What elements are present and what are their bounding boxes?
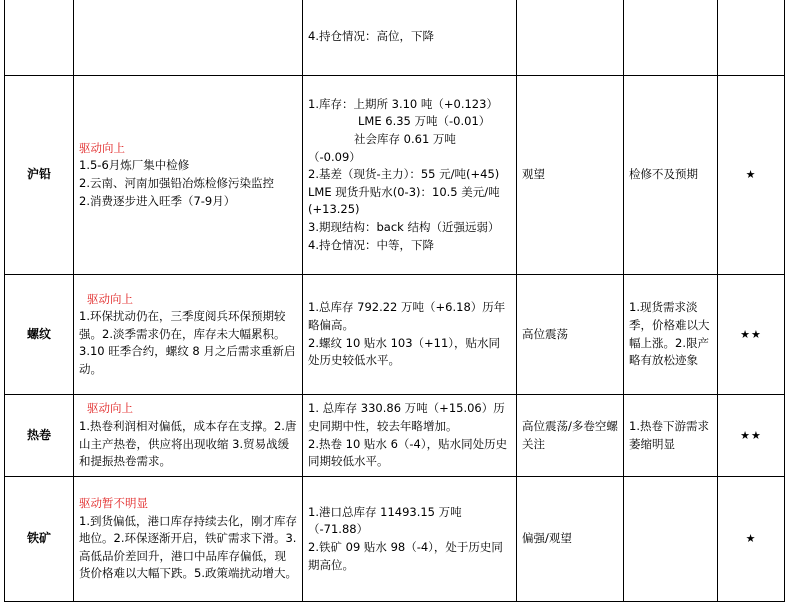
fundamentals-cell [303, 275, 517, 395]
driver-title: 驱动向上 [79, 140, 125, 155]
fundamentals-line: 1.总库存 792.22 万吨（+6.18）历年略偏高。 [308, 300, 506, 332]
commodity-name: 沪铅 [5, 76, 74, 275]
driver-cell [74, 0, 303, 76]
commodity-name: 螺纹 [5, 275, 74, 395]
driver-cell [74, 76, 303, 275]
driver-title: 驱动暂不明显 [79, 496, 148, 511]
driver-line: 1.5-6月炼厂集中检修 [79, 158, 190, 173]
risk-cell [624, 0, 718, 76]
commodity-name: 铁矿 [5, 477, 74, 602]
table-row [5, 275, 785, 395]
rating-stars: ★★ [718, 395, 785, 477]
fundamentals-line: 社会库存 0.61 万吨 [354, 132, 456, 147]
fundamentals-line: 1. 总库存 330.86 万吨（+15.06）历史同期中性，较去年略增加。 [308, 401, 505, 433]
fundamentals-line: 2.螺纹 10 贴水 103（+11），贴水同处历史较低水平。 [308, 335, 501, 368]
driver-cell [74, 395, 303, 477]
driver-cell [74, 477, 303, 602]
rating-stars [718, 0, 785, 76]
fundamentals-line: 2.铁矿 09 贴水 98（-4），处于历史同期高位。 [308, 540, 503, 572]
fundamentals-line: 2.热卷 10 贴水 6（-4），贴水同处历史同期较低水平。 [308, 436, 508, 469]
driver-title: 驱动向上 [87, 401, 133, 416]
fundamentals-line: LME 6.35 万吨（-0.01） [358, 114, 491, 129]
table-row [5, 395, 785, 477]
driver-title: 驱动向上 [87, 291, 133, 306]
fundamentals-line: 2.基差（现货-主力）：55 元/吨(+45) [308, 167, 500, 182]
rating-stars: ★ [718, 76, 785, 275]
view-cell: 高位震荡 [517, 275, 624, 395]
table-row [5, 477, 785, 602]
risk-cell: 1.热卷下游需求萎缩明显 [624, 395, 718, 477]
futures-strategy-table [4, 0, 785, 602]
driver-line: 1.环保扰动仍在，三季度阅兵环保预期较强。2.淡季需求仍在，库存未大幅累积。3.10 旺季合约，螺纹 8 月之后需求重新启动。 [79, 309, 296, 376]
driver-line: 1.热卷利润相对偏低，成本存在支撑。2.唐山主产热卷，供应将出现收缩 3.贸易战缓和提振热卷需求。 [79, 418, 297, 469]
fundamentals-line: 1.库存：上期所 3.10 吨（+0.123） [308, 96, 498, 111]
fundamentals-line: 1.港口总库存 11493.15 万吨（-71.88） [308, 504, 462, 537]
fundamentals-cell [303, 76, 517, 275]
risk-cell: 1.现货需求淡季，价格难以大幅上涨。2.限产略有放松迹象 [624, 275, 718, 395]
view-cell: 偏强/观望 [517, 477, 624, 602]
fundamentals-line: 4.持仓情况：高位，下降 [308, 29, 434, 44]
driver-line: 2.消费逐步进入旺季（7-9月） [79, 193, 236, 208]
fundamentals-line: 4.持仓情况：中等，下降 [308, 237, 434, 252]
commodity-name: 热卷 [5, 395, 74, 477]
fundamentals-line: 3.期现结构：back 结构（近强远弱） [308, 219, 500, 234]
fundamentals-line: LME 现货升贴水(0-3)：10.5 美元/吨(+13.25) [308, 184, 500, 217]
view-cell [517, 0, 624, 76]
fundamentals-cell [303, 477, 517, 602]
table-row [5, 0, 785, 76]
fundamentals-cell [303, 0, 517, 76]
table-row [5, 76, 785, 275]
commodity-name [5, 0, 74, 76]
risk-cell: 检修不及预期 [624, 76, 718, 275]
rating-stars: ★ [718, 477, 785, 602]
risk-cell [624, 477, 718, 602]
driver-cell [74, 275, 303, 395]
driver-line: 1.到货偏低，港口库存持续去化，刚才库存地位。2.环保逐渐开启，铁矿需求下滑。3.高低品价差回升，港口中品库存偏低，现货价格难以大幅下跌。5.政策端扰动增大。 [79, 513, 297, 581]
view-cell: 高位震荡/多卷空螺关注 [517, 395, 624, 477]
fundamentals-cell [303, 395, 517, 477]
fundamentals-line: （-0.09） [308, 149, 361, 164]
driver-line: 2.云南、河南加强铅冶炼检修污染监控 [79, 176, 274, 190]
view-cell: 观望 [517, 76, 624, 275]
rating-stars: ★★ [718, 275, 785, 395]
